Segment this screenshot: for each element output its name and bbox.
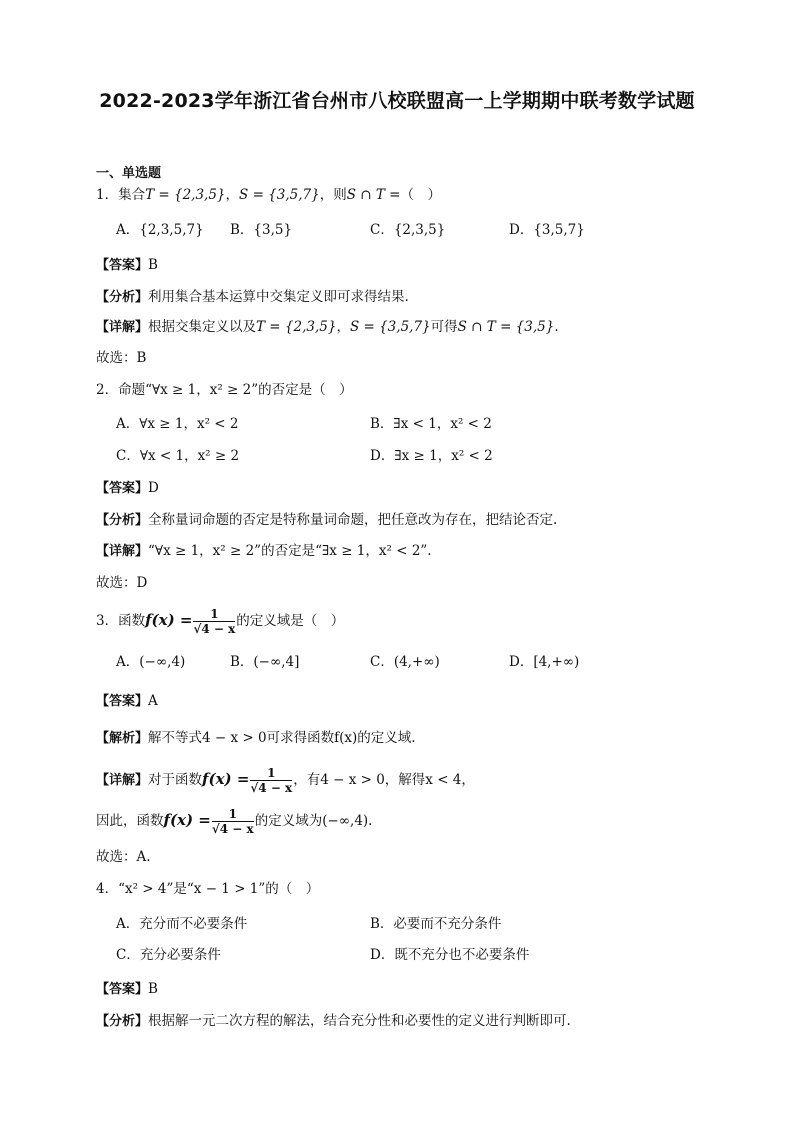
- analysis-tag: 【分析】: [96, 1014, 149, 1029]
- q1-detail-text-a: 根据交集定义以及: [148, 319, 257, 335]
- q3-detail-text-b: ，有4 − x > 0，解得x < 4，: [293, 772, 475, 788]
- q1-detail-set-s: S = {3,5,7}: [349, 319, 431, 335]
- detail-tag: 【详解】: [96, 773, 149, 788]
- q1-option-c: C．{2,3,5}: [370, 222, 446, 238]
- q1-answer-value: B: [148, 257, 158, 273]
- q3-fraction: [193, 607, 235, 636]
- q1-detail-end: .: [554, 319, 559, 335]
- q3-detail-2: [96, 803, 372, 838]
- q4-analysis-text: 根据解一元二次方程的解法，结合充分性和必要性的定义进行判断即可.: [148, 1013, 571, 1029]
- q1-detail-text-b: 可得: [430, 319, 458, 335]
- q2-analysis: [96, 511, 557, 530]
- q1-option-a: A．{2,3,5,7}: [116, 222, 204, 238]
- q3-detail-text-a: 对于函数: [148, 772, 203, 788]
- q3-stem-text: 3．函数: [96, 613, 146, 629]
- q3-analysis: [96, 729, 416, 748]
- q1-stem-text: 1．集合: [96, 187, 146, 203]
- q1-option-d: D．{3,5,7}: [509, 222, 585, 238]
- q3-option-d: D．[4,+∞): [509, 654, 580, 670]
- q3-option-b: B．(−∞,4]: [230, 654, 300, 670]
- q3-detail2-text-b: 的定义域为(−∞,4).: [254, 813, 373, 829]
- q3-choice: 故选：A.: [96, 849, 151, 865]
- fraction-denominator: √4 − x: [250, 781, 293, 795]
- q1-set-t: T = {2,3,5}: [145, 187, 226, 203]
- q3-function-symbol: f(x) =: [145, 611, 193, 629]
- q1-analysis: [96, 288, 409, 307]
- answer-tag: 【答案】: [96, 694, 149, 709]
- q2-answer: [96, 479, 159, 498]
- q1-answer: [96, 256, 158, 275]
- detail-tag: 【详解】: [96, 320, 149, 335]
- q2-choice: 故选：D: [96, 575, 148, 591]
- q4-answer: [96, 980, 158, 999]
- q1-analysis-text: 利用集合基本运算中交集定义即可求得结果.: [148, 289, 409, 305]
- answer-tag: 【答案】: [96, 982, 149, 997]
- q1-stem-text-b: ，则: [319, 187, 347, 203]
- analysis-tag: 【解析】: [96, 731, 149, 746]
- fraction-denominator: √4 − x: [193, 622, 236, 636]
- q3-detail-function: f(x) =: [202, 770, 250, 788]
- q3-stem-text-b: 的定义域是（ ）: [236, 613, 345, 629]
- q3-answer: [96, 692, 158, 711]
- q1-set-s: S = {3,5,7}: [239, 187, 320, 203]
- q3-option-c: C．(4,+∞): [370, 654, 440, 670]
- analysis-tag: 【分析】: [96, 513, 149, 528]
- q4-option-c: C．充分必要条件: [116, 947, 221, 963]
- q2-analysis-text: 全称量词命题的否定是特称量词命题，把任意改为存在，把结论否定.: [148, 512, 558, 528]
- q1-stem-paren: （ ）: [400, 187, 441, 203]
- detail-tag: 【详解】: [96, 544, 149, 559]
- q4-option-b: B．必要而不充分条件: [370, 916, 502, 932]
- answer-tag: 【答案】: [96, 258, 149, 273]
- page-title: 2022-2023学年浙江省台州市八校联盟高一上学期期中联考数学试题: [99, 90, 695, 112]
- fraction-denominator: √4 − x: [211, 822, 254, 836]
- q4-option-a: A．充分而不必要条件: [116, 916, 248, 932]
- q2-detail: [96, 542, 432, 561]
- q1-option-b: B．{3,5}: [230, 222, 293, 238]
- q3-answer-value: A: [148, 693, 158, 709]
- fraction-numerator: 1: [250, 766, 292, 781]
- q3-detail-fraction: [250, 766, 292, 795]
- q1-detail: [96, 318, 559, 337]
- q3-analysis-text: 解不等式4 − x > 0可求得函数f(x)的定义域.: [148, 730, 416, 746]
- q4-analysis: [96, 1012, 571, 1031]
- q2-option-a: A．∀x ≥ 1，x² < 2: [116, 416, 239, 432]
- q1-detail-separator: ，: [336, 319, 350, 335]
- question-4-stem: 4．“x² > 4”是“x − 1 > 1”的（ ）: [96, 881, 320, 897]
- section-heading: 一、单选题: [96, 166, 162, 181]
- q3-option-a: A．(−∞,4): [116, 654, 186, 670]
- question-1-stem: [96, 186, 441, 204]
- fraction-numerator: 1: [193, 607, 235, 622]
- q1-expression: S ∩ T =: [346, 187, 401, 203]
- q2-option-b: B．∃x < 1，x² < 2: [370, 416, 492, 432]
- fraction-numerator: 1: [212, 807, 254, 822]
- q2-option-d: D．∃x ≥ 1，x² < 2: [370, 448, 493, 464]
- q1-separator: ，: [225, 187, 240, 203]
- q3-detail: [96, 762, 475, 798]
- analysis-tag: 【分析】: [96, 290, 149, 305]
- q2-detail-text: “∀x ≥ 1，x² ≥ 2”的否定是“∃x ≥ 1，x² < 2”.: [148, 543, 432, 559]
- q1-choice: 故选：B: [96, 350, 147, 366]
- q2-answer-value: D: [148, 480, 159, 496]
- q2-option-c: C．∀x < 1，x² ≥ 2: [116, 448, 240, 464]
- q4-option-d: D．既不充分也不必要条件: [370, 947, 530, 963]
- q3-detail2-function: f(x) =: [163, 811, 211, 829]
- q3-detail2-text-a: 因此，函数: [96, 813, 164, 829]
- q4-answer-value: B: [148, 981, 158, 997]
- q1-detail-set-t: T = {2,3,5}: [256, 319, 337, 335]
- q1-detail-result: S ∩ T = {3,5}: [457, 319, 555, 335]
- question-3-stem: [96, 603, 344, 638]
- question-2-stem: 2．命题“∀x ≥ 1，x² ≥ 2”的否定是（ ）: [96, 382, 353, 398]
- answer-tag: 【答案】: [96, 481, 149, 496]
- q3-detail2-fraction: [212, 807, 254, 836]
